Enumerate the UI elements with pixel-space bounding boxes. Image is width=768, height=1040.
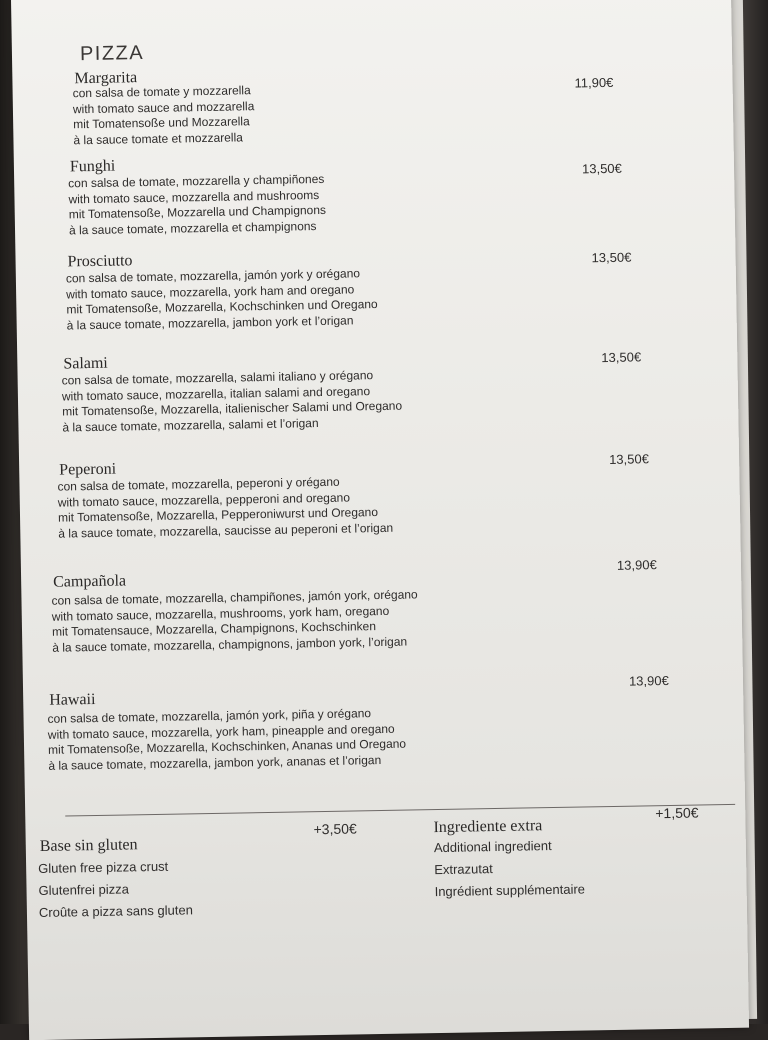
item-name: Hawaii — [49, 690, 96, 709]
desc-line-en: with tomato sauce, mozzarella, york ham and oregano — [66, 281, 355, 301]
item-name: Prosciutto — [67, 252, 133, 271]
section-title: PIZZA — [79, 42, 145, 66]
desc-line-de: mit Tomatensoße, Mozzarella, italienischer Salami und Oregano — [62, 398, 403, 419]
desc-line-de: mit Tomatensoße und Mozzarella — [73, 114, 250, 132]
desc-line-fr: à la sauce tomate, mozzarella et champignons — [68, 218, 317, 237]
extra-name: Base sin gluten — [39, 836, 138, 855]
desc-line-de: mit Tomatensoße, Mozzarella, Kochschinken und Oregano — [66, 297, 378, 317]
desc-line-de: mit Tomatensoße, Mozzarella und Champignons — [68, 202, 327, 222]
item-name: Funghi — [69, 157, 116, 176]
desc-line-es: con salsa de tomate, mozzarella y champiñones — [68, 171, 325, 191]
desc-line-de: mit Tomatensauce, Mozzarella, Champignons, Kochschinken — [51, 619, 377, 639]
menu-item-margarita — [12, 59, 733, 162]
desc-line-fr: à la sauce tomate, mozzarella, salami et l’origan — [62, 415, 319, 435]
item-price: 13,50€ — [608, 451, 650, 467]
desc-line-en: with tomato sauce, mozzarella, pepperoni and oregano — [57, 490, 351, 510]
menu-item-prosciutto — [15, 242, 736, 345]
desc-line-de: mit Tomatensoße, Mozzarella, Pepperoniwurst und Oregano — [57, 505, 379, 525]
menu-item-salami — [17, 344, 738, 447]
desc-line-es: con salsa de tomate, mozzarella, champiñones, jamón york, orégano — [51, 587, 418, 608]
extra-line-de: Extrazutat — [434, 861, 493, 878]
menu-item-peperoni — [19, 450, 740, 553]
desc-line-fr: à la sauce tomate, mozzarella, saucisse au peperoni et l’origan — [58, 520, 394, 541]
extra-description — [38, 855, 193, 924]
desc-line-fr: à la sauce tomate et mozzarella — [73, 129, 243, 147]
desc-line-en: with tomato sauce and mozzarella — [72, 98, 255, 116]
item-description — [66, 266, 378, 333]
desc-line-en: with tomato sauce, mozzarella, york ham, pineapple and oregano — [47, 721, 395, 742]
menu-item-campanola — [21, 557, 742, 665]
desc-line-es: con salsa de tomate, mozzarella, peperoni y orégano — [57, 474, 340, 494]
item-description — [73, 83, 255, 148]
item-name: Peperoni — [59, 460, 117, 479]
desc-line-de: mit Tomatensoße, Mozzarella, Kochschinken, Ananas und Oregano — [47, 736, 407, 757]
desc-line-es: con salsa de tomate y mozzarella — [72, 83, 251, 101]
extra-name: Ingrediente extra — [433, 817, 543, 837]
desc-line-en: with tomato sauce, mozzarella, italian salami and oregano — [61, 383, 371, 404]
extra-line-fr: Ingrédient supplémentaire — [434, 881, 586, 900]
desc-line-en: with tomato sauce, mozzarella and mushrooms — [68, 187, 320, 206]
extra-price: +1,50€ — [655, 804, 699, 822]
menu-sheet — [11, 0, 749, 1040]
desc-line-es: con salsa de tomate, mozzarella, salami italiano y orégano — [61, 368, 374, 388]
item-description — [57, 474, 393, 542]
item-price: 13,90€ — [616, 557, 657, 573]
item-price: 13,50€ — [601, 349, 642, 366]
item-price: 13,90€ — [628, 672, 669, 689]
item-name: Salami — [63, 354, 108, 373]
extra-line-fr: Croûte a pizza sans gluten — [38, 902, 193, 921]
desc-line-fr: à la sauce tomate, mozzarella, champignons, jambon york, l’origan — [52, 634, 408, 655]
item-description — [51, 587, 418, 655]
extra-description — [434, 834, 585, 903]
item-price: 13,50€ — [581, 160, 622, 177]
desc-line-es: con salsa de tomate, mozzarella, jamón york y orégano — [65, 266, 361, 286]
item-description — [47, 706, 406, 774]
extra-line-de: Glutenfrei pizza — [38, 881, 129, 899]
desc-line-fr: à la sauce tomate, mozzarella, jambon york et l’origan — [66, 312, 354, 332]
desc-line-fr: à la sauce tomate, mozzarella, jambon york, ananas et l’origan — [48, 752, 382, 773]
item-price: 13,50€ — [591, 249, 632, 266]
divider — [65, 804, 735, 817]
menu-item-funghi — [14, 147, 735, 250]
item-name: Margarita — [74, 69, 138, 88]
extra-line-en: Additional ingredient — [433, 838, 552, 856]
menu-item-hawaii — [23, 672, 744, 783]
extra-price: +3,50€ — [313, 820, 357, 838]
extra-line-en: Gluten free pizza crust — [38, 858, 169, 877]
desc-line-en: with tomato sauce, mozzarella, mushrooms, york ham, oregano — [51, 603, 390, 624]
desc-line-es: con salsa de tomate, mozzarella, jamón york, piña y orégano — [47, 706, 372, 726]
item-description — [68, 172, 326, 238]
item-price: 11,90€ — [574, 74, 614, 91]
item-description — [62, 368, 403, 436]
item-name: Campañola — [53, 572, 127, 591]
